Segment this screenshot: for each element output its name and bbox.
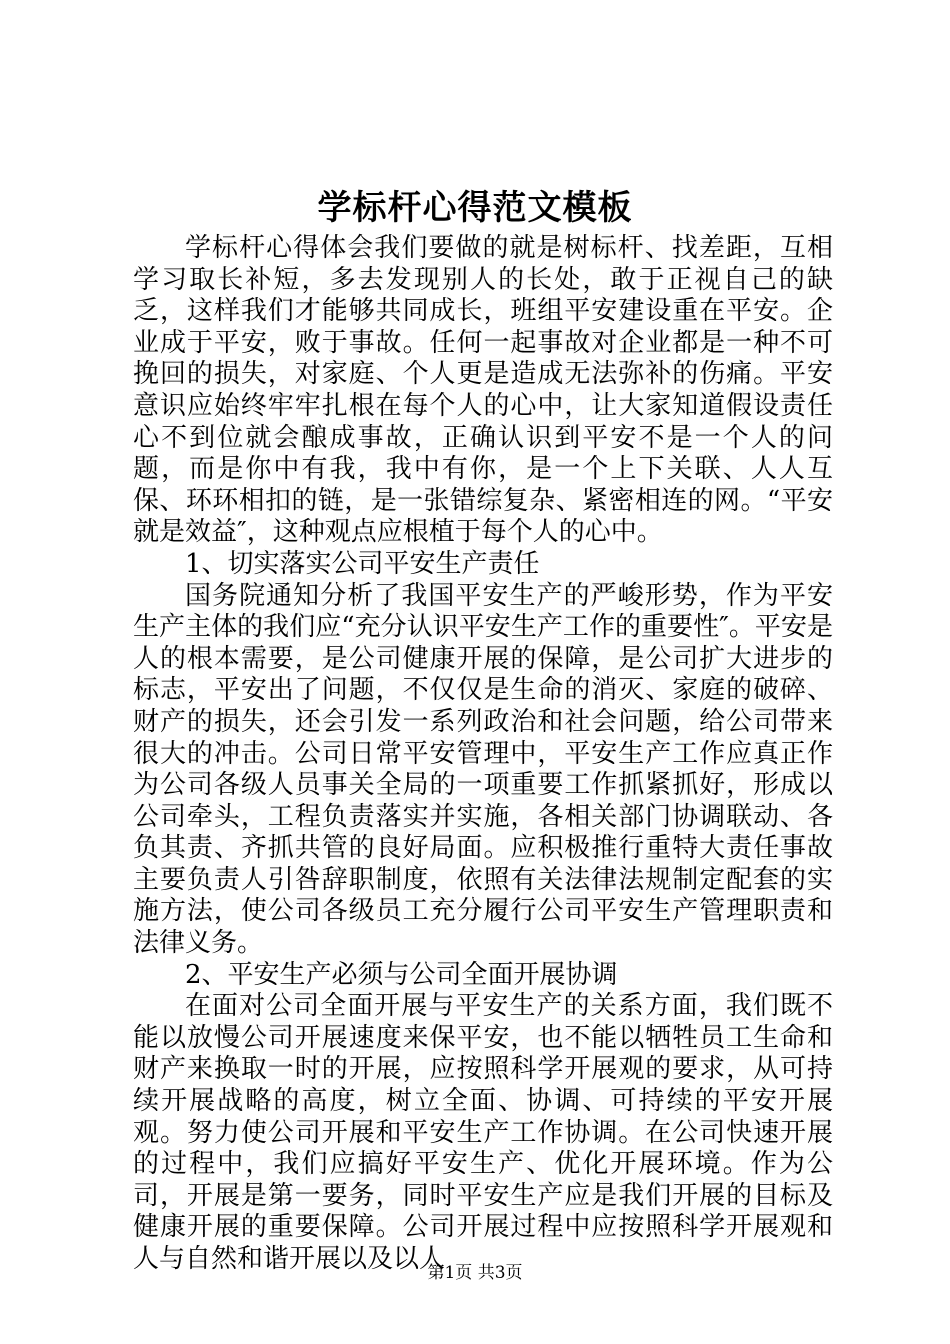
document-body xyxy=(133,233,833,1276)
intro-paragraph: 学标杆心得体会我们要做的就是树标杆、找差距，互相学习取长补短，多去发现别人的长处，敢于正视自己的缺乏，这样我们才能够共同成长，班组平安建设重在平安。企业成于平安，败于事故。任何一起事故对企业都是一种不可挽回的损失，对家庭、个人更是造成无法弥补的伤痛。平安意识应始终牢牢扎根在每个人的心中，让大家知道假设责任心不到位就会酿成事故，正确认识到平安不是一个人的问题，而是你中有我，我中有你，是一个上下关联、人人互保、环环相扣的链，是一张错综复杂、紧密相连的网。“平安就是效益″，这种观点应根植于每个人的心中。 xyxy=(133,233,833,548)
section-heading-1: 1、切实落实公司平安生产责任 xyxy=(185,548,540,579)
section-heading-2: 2、平安生产必须与公司全面开展协调 xyxy=(185,959,618,990)
page-footer: 第1页 共3页 xyxy=(427,1263,523,1283)
section-paragraph-2: 在面对公司全面开展与平安生产的关系方面，我们既不能以放慢公司开展速度来保平安，也不能以牺牲员工生命和财产来换取一时的开展，应按照科学开展观的要求，从可持续开展战略的高度，树立全面、协调、可持续的平安开展观。努力使公司开展和平安生产工作协调。在公司快速开展的过程中，我们应搞好平安生产、优化开展环境。作为公司，开展是第一要务，同时平安生产应是我们开展的目标及健康开展的重要保障。公司开展过程中应按照科学开展观和人与自然和谐开展以及以人 xyxy=(133,991,833,1274)
document-title: 学标杆心得范文模板 xyxy=(317,188,633,228)
section-paragraph-1: 国务院通知分析了我国平安生产的严峻形势，作为平安生产主体的我们应“充分认识平安生产工作的重要性″。平安是人的根本需要，是公司健康开展的保障，是公司扩大进步的标志，平安出了问题，不仅仅是生命的消灭、家庭的破碎、财产的损失，还会引发一系列政治和社会问题，给公司带来很大的冲击。公司日常平安管理中，平安生产工作应真正作为公司各级人员事关全局的一项重要工作抓紧抓好，形成以公司牵头，工程负责落实并实施，各相关部门协调联动、各负其责、齐抓共管的良好局面。应积极推行重特大责任事故主要负责人引咎辞职制度，依照有关法律法规制定配套的实施方法，使公司各级员工充分履行公司平安生产管理职责和法律义务。 xyxy=(133,580,833,959)
